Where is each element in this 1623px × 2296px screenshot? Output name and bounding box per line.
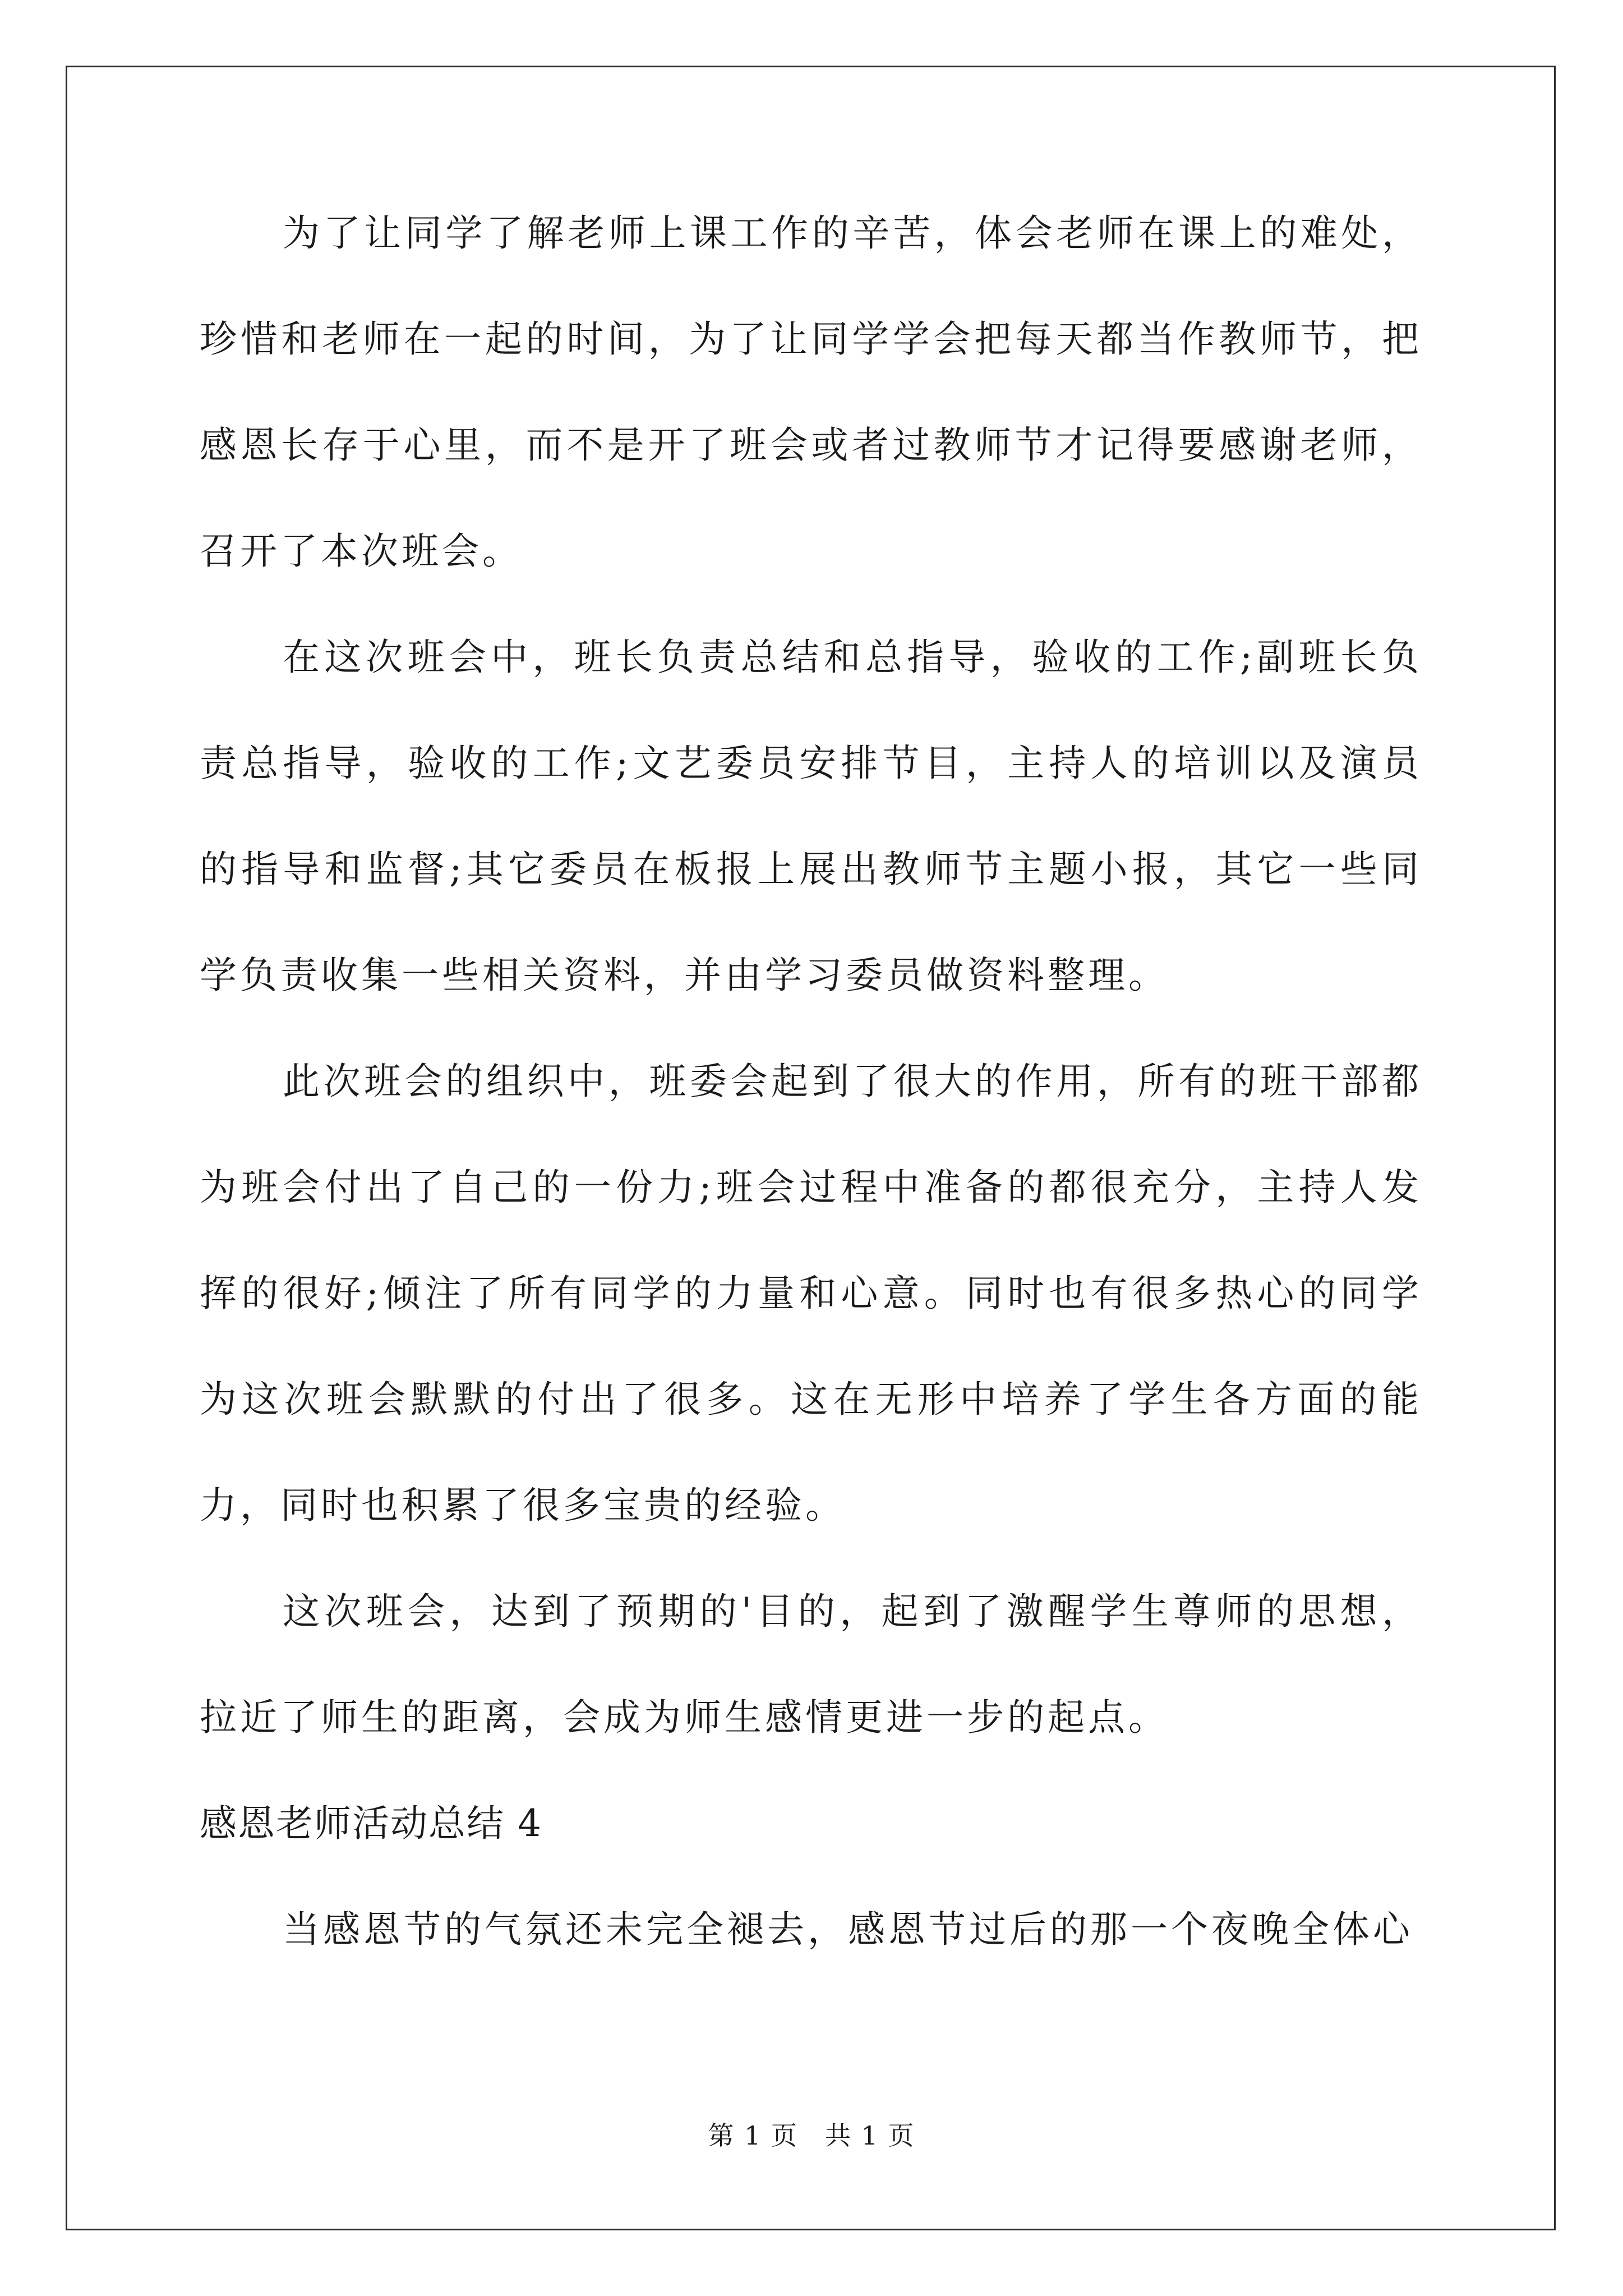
paragraph-3: 此次班会的组织中，班委会起到了很大的作用，所有的班干部都为班会付出了自己的一份力;班会过程中准备的都很充分，主持人发挥的很好;倾注了所有同学的力量和心意。同时也有很多热心的同学为这次班会默默的付出了很多。这在无形中培养了学生各方面的能力，同时也积累了很多宝贵的经验。 xyxy=(200,1060,1422,1527)
document-body xyxy=(200,180,1422,1982)
paragraph-4: 这次班会，达到了预期的'目的，起到了激醒学生尊师的思想，拉近了师生的距离，会成为师生感情更进一步的起点。 xyxy=(200,1590,1422,1739)
section-heading: 感恩老师活动总结 4 xyxy=(200,1802,542,1845)
page-footer: 第 1 页 共 1 页 xyxy=(708,2120,915,2151)
paragraph-5: 当感恩节的气氛还未完全褪去，感恩节过后的那一个夜晚全体心 xyxy=(283,1908,1413,1951)
paragraph-2: 在这次班会中，班长负责总结和总指导，验收的工作;副班长负责总指导，验收的工作;文艺委员安排节目，主持人的培训以及演员的指导和监督;其它委员在板报上展出教师节主题小报，其它一些同学负责收集一些相关资料，并由学习委员做资料整理。 xyxy=(200,636,1422,997)
paragraph-1: 为了让同学了解老师上课工作的辛苦，体会老师在课上的难处，珍惜和老师在一起的时间，为了让同学学会把每天都当作教师节，把感恩长存于心里，而不是开了班会或者过教师节才记得要感谢老师，召开了本次班会。 xyxy=(200,211,1422,573)
